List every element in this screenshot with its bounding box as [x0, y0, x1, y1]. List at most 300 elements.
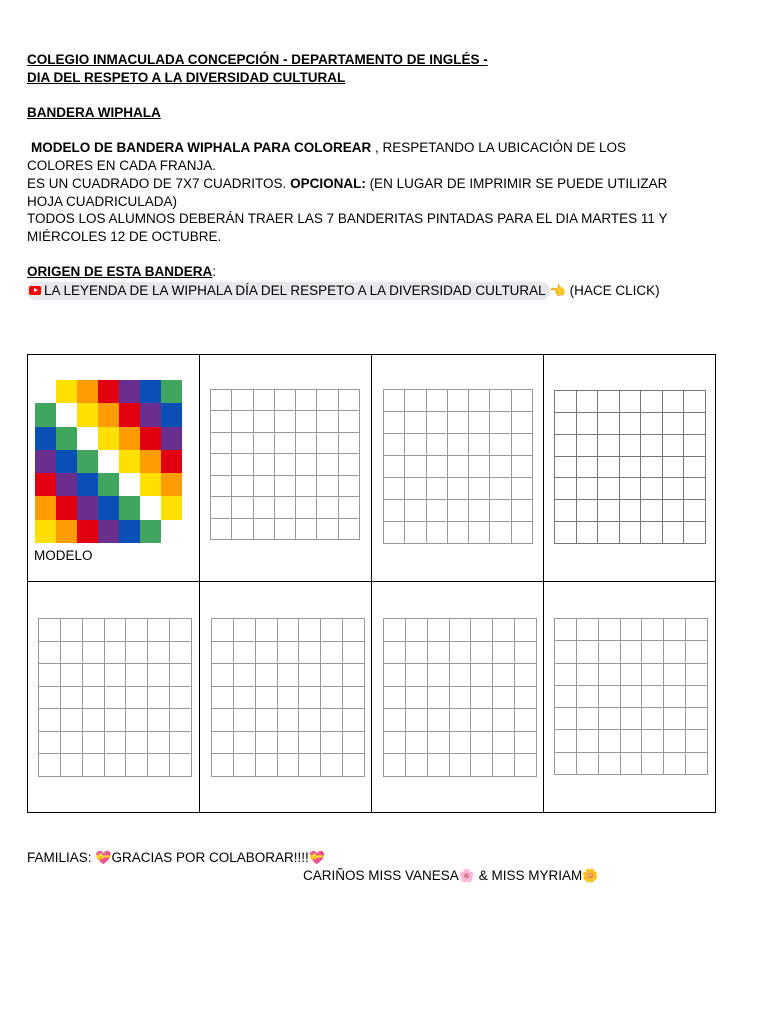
heart-gift-icon: 💝: [308, 851, 325, 866]
blank-square: [449, 753, 471, 776]
blank-square: [619, 434, 641, 456]
blank-grid-5: [211, 618, 365, 777]
blank-square: [447, 389, 468, 411]
blank-square: [147, 641, 169, 664]
blank-square: [295, 496, 316, 517]
blank-square: [233, 618, 255, 641]
blank-square: [255, 731, 277, 754]
blank-square: [576, 618, 598, 640]
model-square-purple: [140, 403, 161, 426]
blank-square: [60, 731, 82, 754]
blank-square: [663, 640, 685, 662]
blank-square: [147, 731, 169, 754]
blank-square: [620, 752, 642, 774]
model-square-orange: [119, 427, 140, 450]
blank-square: [511, 499, 532, 521]
blank-square: [447, 455, 468, 477]
blank-square: [210, 432, 231, 453]
blank-square: [554, 707, 576, 729]
families-line: [27, 849, 325, 868]
blank-square: [383, 521, 404, 543]
blank-square: [82, 708, 104, 731]
blank-square: [427, 753, 449, 776]
blank-square: [514, 708, 536, 731]
model-square-red: [140, 427, 161, 450]
model-square-green: [119, 496, 140, 519]
blank-square: [316, 453, 337, 474]
blank-square: [295, 410, 316, 431]
blank-square: [104, 708, 126, 731]
blank-square: [597, 456, 619, 478]
blank-square: [404, 389, 425, 411]
blank-square: [316, 496, 337, 517]
model-square-red: [35, 473, 56, 496]
blank-square: [468, 455, 489, 477]
heart-gift-icon: 💝: [95, 851, 112, 866]
blank-square: [320, 708, 342, 731]
blank-square: [662, 456, 684, 478]
blank-square: [60, 753, 82, 776]
model-square-yellow: [119, 450, 140, 473]
blank-square: [662, 390, 684, 412]
blank-square: [554, 685, 576, 707]
blank-square: [576, 499, 598, 521]
origin-title: ORIGEN DE ESTA BANDERA: [27, 264, 213, 279]
blank-square: [231, 496, 252, 517]
blank-square: [253, 432, 274, 453]
blank-square: [383, 455, 404, 477]
blank-square: [492, 731, 514, 754]
blank-square: [316, 389, 337, 410]
blank-square: [598, 729, 620, 751]
blank-square: [169, 618, 191, 641]
blank-square: [211, 618, 233, 641]
model-square-orange: [77, 380, 98, 403]
model-square-purple: [35, 450, 56, 473]
blank-square: [641, 685, 663, 707]
instructions-lead-rest: , RESPETANDO LA UBICACIÓN DE LOS: [371, 140, 627, 155]
blank-square: [277, 618, 299, 641]
blank-square: [641, 729, 663, 751]
blank-square: [338, 518, 359, 539]
blank-square: [663, 752, 685, 774]
blank-square: [619, 499, 641, 521]
blank-square: [211, 753, 233, 776]
blank-square: [404, 411, 425, 433]
blank-square: [82, 753, 104, 776]
blank-square: [449, 663, 471, 686]
blank-square: [405, 618, 427, 641]
blank-square: [597, 477, 619, 499]
blank-square: [320, 663, 342, 686]
blank-square: [255, 641, 277, 664]
blank-square: [663, 618, 685, 640]
blank-square: [82, 618, 104, 641]
blank-square: [641, 707, 663, 729]
blank-square: [470, 641, 492, 664]
blank-square: [210, 518, 231, 539]
blank-square: [274, 432, 295, 453]
model-square-yellow: [35, 520, 56, 543]
blank-square: [576, 640, 598, 662]
blank-square: [404, 455, 425, 477]
blank-square: [277, 641, 299, 664]
instructions-bold-lead: MODELO DE BANDERA WIPHALA PARA COLOREAR: [31, 140, 372, 155]
blank-square: [277, 731, 299, 754]
blank-square: [492, 686, 514, 709]
blank-grid-3: [554, 390, 706, 544]
blank-square: [295, 453, 316, 474]
blank-square: [620, 663, 642, 685]
blank-square: [338, 389, 359, 410]
blank-square: [169, 641, 191, 664]
blank-square: [662, 412, 684, 434]
blank-square: [231, 389, 252, 410]
blank-square: [576, 707, 598, 729]
blank-square: [298, 618, 320, 641]
blank-square: [598, 685, 620, 707]
blank-square: [125, 641, 147, 664]
blank-grid-2: [383, 389, 533, 544]
video-link-text[interactable]: LA LEYENDA DE LA WIPHALA DÍA DEL RESPETO A LA DIVERSIDAD CULTURAL: [44, 283, 546, 298]
section-title: BANDERA WIPHALA: [27, 105, 161, 120]
blank-square: [383, 389, 404, 411]
model-square-green: [140, 520, 161, 543]
blank-square: [211, 731, 233, 754]
blank-square: [598, 663, 620, 685]
blank-square: [620, 618, 642, 640]
blank-square: [38, 731, 60, 754]
blank-square: [685, 663, 707, 685]
blank-square: [511, 433, 532, 455]
instructions-line-3: [27, 175, 667, 193]
blank-square: [576, 434, 598, 456]
blank-square: [60, 686, 82, 709]
blank-square: [233, 731, 255, 754]
blank-square: [620, 685, 642, 707]
blank-square: [338, 432, 359, 453]
blank-square: [468, 499, 489, 521]
blank-square: [449, 731, 471, 754]
blank-square: [405, 753, 427, 776]
blank-square: [342, 753, 364, 776]
instructions-line-6: MIÉRCOLES 12 DE OCTUBRE.: [27, 229, 222, 244]
model-square-green: [161, 380, 182, 403]
blank-square: [338, 410, 359, 431]
signature-line: [303, 867, 598, 886]
blank-square: [554, 663, 576, 685]
blank-square: [641, 640, 663, 662]
blank-square: [492, 618, 514, 641]
blank-square: [470, 686, 492, 709]
families-label: FAMILIAS:: [27, 850, 96, 865]
blank-square: [427, 686, 449, 709]
instructions-line-1: [27, 139, 626, 157]
blank-cell-2: [372, 355, 544, 582]
blank-square: [231, 432, 252, 453]
blank-square: [125, 686, 147, 709]
blank-square: [576, 456, 598, 478]
model-square-blue: [35, 427, 56, 450]
blank-square: [342, 618, 364, 641]
blank-square: [383, 499, 404, 521]
blank-square: [426, 477, 447, 499]
blank-square: [253, 496, 274, 517]
model-square-purple: [77, 496, 98, 519]
blank-square: [619, 477, 641, 499]
model-square-white: [77, 427, 98, 450]
blank-square: [298, 663, 320, 686]
blank-square: [489, 455, 510, 477]
blank-square: [640, 434, 662, 456]
blank-square: [253, 475, 274, 496]
blank-square: [255, 686, 277, 709]
blank-square: [554, 521, 576, 543]
blank-square: [554, 752, 576, 774]
cherry-blossom-icon: 🌸: [458, 869, 475, 884]
blank-square: [640, 477, 662, 499]
model-cell: [28, 355, 200, 582]
blank-square: [405, 663, 427, 686]
blank-square: [405, 731, 427, 754]
blank-square: [338, 453, 359, 474]
instructions-line-3-end: (EN LUGAR DE IMPRIMIR SE PUEDE UTILIZAR: [365, 176, 668, 191]
blank-square: [169, 708, 191, 731]
blank-square: [383, 753, 405, 776]
blank-square: [554, 640, 576, 662]
blank-square: [685, 707, 707, 729]
blank-square: [169, 686, 191, 709]
blank-square: [514, 731, 536, 754]
blank-square: [277, 708, 299, 731]
blank-square: [554, 477, 576, 499]
blank-square: [38, 708, 60, 731]
blank-square: [342, 663, 364, 686]
model-square-white: [119, 473, 140, 496]
youtube-icon: [29, 286, 41, 295]
blank-square: [342, 686, 364, 709]
blank-square: [576, 521, 598, 543]
model-square-blue: [119, 520, 140, 543]
blank-square: [427, 731, 449, 754]
blank-square: [342, 708, 364, 731]
blank-square: [470, 708, 492, 731]
blank-square: [404, 499, 425, 521]
blank-square: [489, 477, 510, 499]
blank-square: [685, 752, 707, 774]
blank-grid-6: [383, 618, 537, 777]
blank-square: [233, 753, 255, 776]
blank-square: [147, 618, 169, 641]
click-hint: (HACE CLICK): [565, 283, 660, 298]
blank-square: [620, 707, 642, 729]
blank-square: [255, 618, 277, 641]
blank-square: [685, 640, 707, 662]
blank-square: [38, 618, 60, 641]
blank-square: [404, 433, 425, 455]
blank-square: [663, 707, 685, 729]
blank-square: [125, 708, 147, 731]
blank-square: [274, 475, 295, 496]
blank-square: [404, 521, 425, 543]
blank-square: [298, 686, 320, 709]
blank-grid-1: [210, 389, 360, 540]
blank-square: [320, 686, 342, 709]
instructions-line-5: TODOS LOS ALUMNOS DEBERÁN TRAER LAS 7 BANDERITAS PINTADAS PARA EL DIA MARTES 11 Y: [27, 211, 668, 226]
blank-square: [383, 731, 405, 754]
origin-heading: [27, 263, 216, 281]
blank-square: [210, 496, 231, 517]
model-label: MODELO: [34, 548, 93, 563]
model-square-orange: [98, 403, 119, 426]
blank-square: [683, 434, 705, 456]
blank-square: [125, 618, 147, 641]
blank-square: [147, 708, 169, 731]
blank-square: [405, 641, 427, 664]
blank-square: [619, 456, 641, 478]
blank-square: [342, 731, 364, 754]
blank-square: [82, 731, 104, 754]
blank-square: [316, 518, 337, 539]
blank-cell-5: [200, 582, 372, 813]
video-link-chip[interactable]: [27, 282, 550, 300]
blank-square: [514, 641, 536, 664]
blank-square: [210, 410, 231, 431]
model-square-red: [77, 520, 98, 543]
model-square-orange: [35, 496, 56, 519]
model-square-green: [98, 473, 119, 496]
blank-square: [255, 663, 277, 686]
blank-square: [405, 708, 427, 731]
blank-square: [255, 708, 277, 731]
model-square-green: [35, 403, 56, 426]
blank-square: [295, 389, 316, 410]
blank-square: [597, 521, 619, 543]
blank-square: [383, 641, 405, 664]
model-square-orange: [140, 450, 161, 473]
blank-square: [640, 390, 662, 412]
blank-square: [663, 685, 685, 707]
blank-square: [662, 477, 684, 499]
blank-square: [253, 518, 274, 539]
blank-square: [620, 729, 642, 751]
blank-square: [320, 641, 342, 664]
blank-square: [231, 518, 252, 539]
blank-square: [233, 663, 255, 686]
blank-square: [210, 475, 231, 496]
blank-square: [554, 729, 576, 751]
instructions-line-4: HOJA CUADRICULADA): [27, 194, 178, 209]
blank-square: [511, 389, 532, 411]
origin-colon: :: [212, 264, 217, 279]
blank-square: [447, 521, 468, 543]
blank-square: [663, 663, 685, 685]
blank-square: [576, 752, 598, 774]
blank-square: [576, 477, 598, 499]
blank-square: [619, 412, 641, 434]
blank-square: [620, 640, 642, 662]
blank-square: [576, 729, 598, 751]
wiphala-model-flag: [35, 380, 182, 543]
blank-square: [38, 686, 60, 709]
flag-grid-table: [27, 354, 716, 813]
blank-square: [514, 753, 536, 776]
blank-square: [342, 641, 364, 664]
blank-square: [641, 663, 663, 685]
blank-square: [274, 496, 295, 517]
blank-square: [554, 618, 576, 640]
blank-square: [447, 477, 468, 499]
blank-square: [104, 641, 126, 664]
instructions-line-3-start: ES UN CUADRADO DE 7X7 CUADRITOS.: [27, 176, 291, 191]
optional-label: OPCIONAL:: [290, 176, 366, 191]
blank-square: [662, 521, 684, 543]
blank-square: [231, 475, 252, 496]
blank-square: [683, 477, 705, 499]
blank-square: [320, 618, 342, 641]
blank-square: [211, 663, 233, 686]
blank-square: [554, 456, 576, 478]
blank-square: [231, 410, 252, 431]
blank-square: [449, 686, 471, 709]
model-square-green: [77, 450, 98, 473]
blank-square: [253, 389, 274, 410]
blank-square: [255, 753, 277, 776]
blank-square: [511, 411, 532, 433]
blank-square: [316, 410, 337, 431]
blank-square: [211, 641, 233, 664]
blank-square: [274, 389, 295, 410]
blank-cell-1: [200, 355, 372, 582]
blank-square: [169, 753, 191, 776]
blank-square: [274, 518, 295, 539]
model-square-red: [98, 380, 119, 403]
model-square-yellow: [56, 380, 77, 403]
blank-square: [383, 663, 405, 686]
blank-square: [253, 410, 274, 431]
blank-square: [104, 731, 126, 754]
blank-square: [597, 434, 619, 456]
model-square-blue: [56, 450, 77, 473]
blank-cell-3: [544, 355, 716, 582]
blank-square: [404, 477, 425, 499]
model-square-white: [35, 380, 56, 403]
blank-square: [447, 433, 468, 455]
blank-square: [277, 753, 299, 776]
blank-square: [468, 433, 489, 455]
blank-square: [449, 708, 471, 731]
blank-square: [277, 663, 299, 686]
blank-square: [489, 389, 510, 411]
blank-square: [447, 411, 468, 433]
blank-square: [125, 731, 147, 754]
blank-square: [38, 641, 60, 664]
blank-grid-7: [554, 618, 708, 775]
blank-square: [427, 663, 449, 686]
blank-square: [514, 686, 536, 709]
blank-square: [492, 708, 514, 731]
blank-square: [169, 663, 191, 686]
blossom-icon: 🌼: [582, 869, 599, 884]
blank-square: [426, 499, 447, 521]
blank-square: [597, 499, 619, 521]
signature-text: CARIÑOS MISS VANESA: [303, 868, 459, 883]
blank-square: [447, 499, 468, 521]
blank-square: [470, 731, 492, 754]
blank-square: [683, 412, 705, 434]
blank-square: [405, 686, 427, 709]
blank-square: [147, 753, 169, 776]
